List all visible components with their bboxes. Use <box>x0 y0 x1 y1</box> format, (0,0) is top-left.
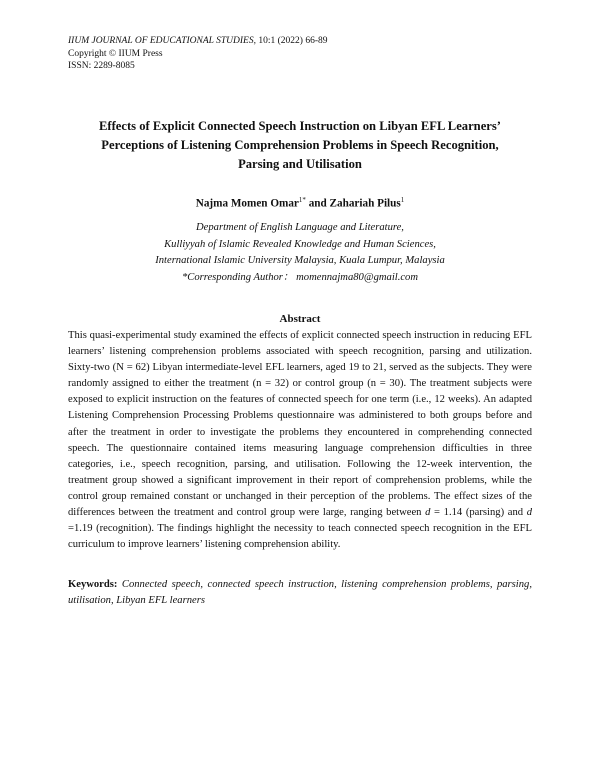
keywords-label: Keywords: <box>68 579 118 590</box>
corresponding-author[interactable]: *Corresponding Author： momennajma80@gmail.com <box>181 271 419 283</box>
keywords-text: Connected speech, connected speech instruction, listening comprehension problems, parsing, utilisation, Libyan EFL learners <box>68 579 532 607</box>
title-line-1: Effects of Explicit Connected Speech Instruction on Libyan EFL Learners’ <box>99 119 501 133</box>
effect-size-symbol: d <box>425 507 431 519</box>
author-1-affiliation-mark: 1* <box>298 196 306 204</box>
paper-title <box>40 117 560 174</box>
author-list <box>40 196 560 210</box>
abstract-text: This quasi-experimental study examined the effects of explicit connected speech instruction in reducing EFL learners’ listening comprehension problems associated with speech recognition, parsing and utilization. Sixty-two (N = 62) Libyan intermediate-level EFL learners, aged 19 to 21, served as the subjects. They were randomly assigned to either the treatment (n = 32) or control group (n = 30). The treatment subjects were exposed to explicit instruction on the features of connected speech for one term (i.e., 12 weeks). An adapted Listening Comprehension Processing Problems questionnaire was administered to both groups before and after the treatment in order to investigate the problems they encountered in comprehending connected speech. The questionnaire contained items measuring language comprehension difficulties in three categories, i.e., speech recognition, parsing, and utilisation. Following the 12-week intervention, the treatment group showed a significant improvement in their report of comprehension problems, while the control group remained constant or unchanged in their perception of the problems. The effect sizes of the differences between the treatment and control group were large, ranging between d = 1.14 (parsing) and d =1.19 (recognition). The findings highlight the necessity to teach connected speech recognition in the EFL curriculum to improve learners’ listening comprehension ability. <box>68 330 532 551</box>
keywords-section <box>68 577 532 609</box>
journal-header <box>68 35 328 73</box>
abstract-body <box>68 328 532 553</box>
abstract-heading: Abstract <box>279 313 321 325</box>
journal-name: IIUM JOURNAL OF EDUCATIONAL STUDIES, <box>68 36 256 46</box>
author-2: Zahariah Pilus <box>329 197 401 210</box>
author-conjunction: and <box>305 197 330 210</box>
author-1: Najma Momen Omar <box>195 197 299 210</box>
author-2-affiliation-mark: 1 <box>400 196 405 204</box>
affiliation-university: International Islamic University Malaysia, Kuala Lumpur, Malaysia <box>155 255 445 266</box>
title-line-2: Perceptions of Listening Comprehension Problems in Speech Recognition, <box>101 138 499 152</box>
effect-size-symbol: d <box>526 507 532 519</box>
journal-citation <box>68 35 328 48</box>
journal-issue: 10:1 (2022) 66-89 <box>255 36 328 46</box>
affiliation-block <box>40 220 560 286</box>
title-line-3: Parsing and Utilisation <box>238 157 362 171</box>
affiliation-department: Department of English Language and Literature, <box>196 222 404 233</box>
affiliation-faculty: Kulliyyah of Islamic Revealed Knowledge and Human Sciences, <box>164 238 436 250</box>
copyright-line: Copyright © IIUM Press <box>68 48 163 59</box>
issn-line: ISSN: 2289-8085 <box>68 61 135 71</box>
